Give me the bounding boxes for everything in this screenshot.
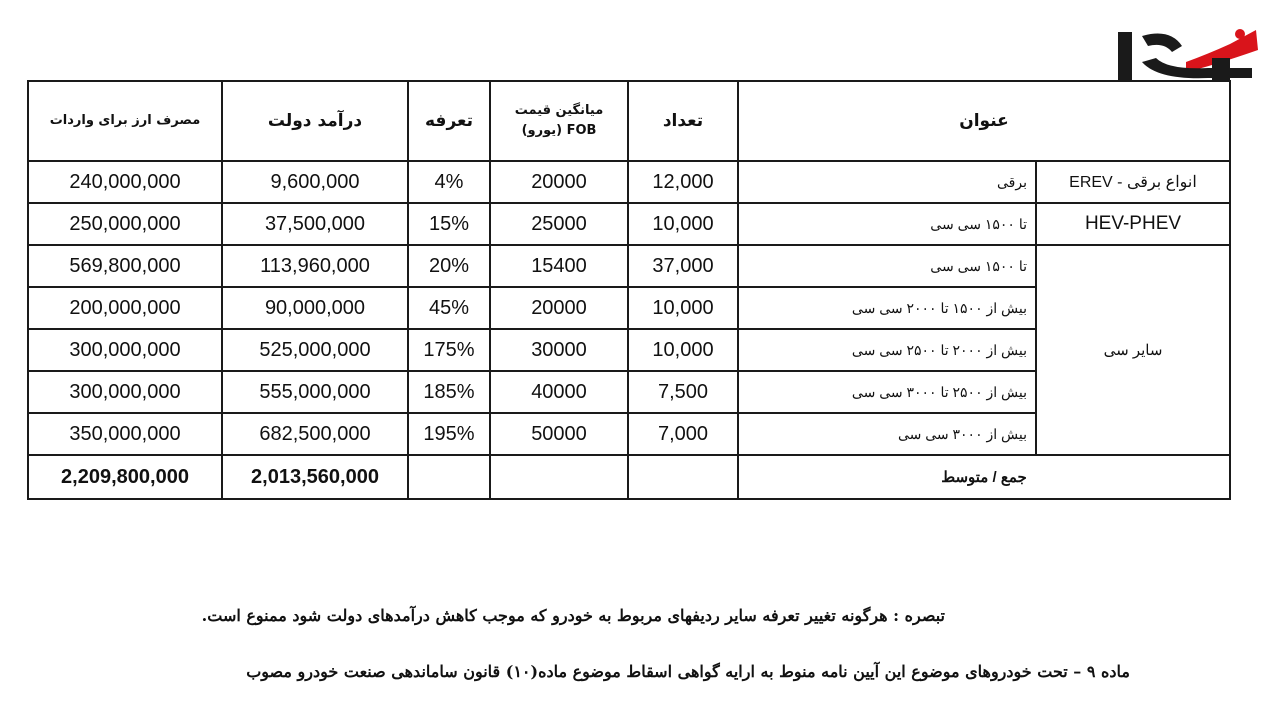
cell-fob: 15400 xyxy=(490,245,628,287)
cell-fx: 240,000,000 xyxy=(28,161,222,203)
header-avg-fob: میانگین قیمت FOB (یورو) xyxy=(490,81,628,161)
cell-tariff: 195% xyxy=(408,413,490,455)
table-row xyxy=(28,203,1230,245)
cell-fx: 250,000,000 xyxy=(28,203,222,245)
cell-tariff: 185% xyxy=(408,371,490,413)
rokna-logo xyxy=(1112,22,1262,86)
cell-fob: 30000 xyxy=(490,329,628,371)
cell-tariff: 15% xyxy=(408,203,490,245)
header-title: عنوان xyxy=(738,81,1230,161)
table-row xyxy=(28,245,1230,287)
cell-count: 37,000 xyxy=(628,245,738,287)
total-fx: 2,209,800,000 xyxy=(28,455,222,499)
cell-count: 10,000 xyxy=(628,287,738,329)
cell-group-category: سایر سی xyxy=(1036,245,1230,455)
cell-revenue: 37,500,000 xyxy=(222,203,408,245)
cell-revenue: 113,960,000 xyxy=(222,245,408,287)
total-count-empty xyxy=(628,455,738,499)
cell-fx: 300,000,000 xyxy=(28,329,222,371)
cell-subtitle: برقی xyxy=(738,161,1036,203)
cell-fob: 50000 xyxy=(490,413,628,455)
cell-fx: 200,000,000 xyxy=(28,287,222,329)
total-label: جمع / متوسط xyxy=(738,455,1230,499)
total-tariff-empty xyxy=(408,455,490,499)
cell-subtitle: تا ۱۵۰۰ سی سی xyxy=(738,245,1036,287)
header-row xyxy=(28,81,1230,161)
cell-fob: 40000 xyxy=(490,371,628,413)
cell-count: 12,000 xyxy=(628,161,738,203)
cell-count: 10,000 xyxy=(628,329,738,371)
cell-revenue: 525,000,000 xyxy=(222,329,408,371)
cell-fob: 20000 xyxy=(490,161,628,203)
total-fob-empty xyxy=(490,455,628,499)
cell-revenue: 90,000,000 xyxy=(222,287,408,329)
cell-revenue: 555,000,000 xyxy=(222,371,408,413)
cell-tariff: 175% xyxy=(408,329,490,371)
cell-revenue: 682,500,000 xyxy=(222,413,408,455)
header-gov-revenue: درآمد دولت xyxy=(222,81,408,161)
cell-tariff: 20% xyxy=(408,245,490,287)
cell-count: 10,000 xyxy=(628,203,738,245)
cell-fx: 300,000,000 xyxy=(28,371,222,413)
cell-fx: 350,000,000 xyxy=(28,413,222,455)
cell-count: 7,000 xyxy=(628,413,738,455)
header-tariff: تعرفه xyxy=(408,81,490,161)
cell-tariff: 4% xyxy=(408,161,490,203)
article-paragraph: ماده ۹ – تحت خودروهای موضوع این آیین نامه منوط به ارایه گواهی اسقاط موضوع ماده(۱۰) قانون ساماندهی صنعت خودرو مصوب xyxy=(246,662,1130,681)
cell-subtitle: بیش از ۱۵۰۰ تا ۲۰۰۰ سی سی xyxy=(738,287,1036,329)
note-paragraph: تبصره : هرگونه تغییر تعرفه سایر ردیفهای مربوط به خودرو که موجب کاهش درآمدهای دولت شود ممنوع است. xyxy=(201,606,945,625)
header-count: تعداد xyxy=(628,81,738,161)
cell-subtitle: تا ۱۵۰۰ سی سی xyxy=(738,203,1036,245)
cell-tariff: 45% xyxy=(408,287,490,329)
cell-category: HEV-PHEV xyxy=(1036,203,1230,245)
table-row xyxy=(28,161,1230,203)
cell-revenue: 9,600,000 xyxy=(222,161,408,203)
tariff-table xyxy=(27,80,1231,500)
header-fx-import: مصرف ارز برای واردات xyxy=(28,81,222,161)
cell-fx: 569,800,000 xyxy=(28,245,222,287)
total-row xyxy=(28,455,1230,499)
cell-subtitle: بیش از ۲۵۰۰ تا ۳۰۰۰ سی سی xyxy=(738,371,1036,413)
cell-subtitle: بیش از ۳۰۰۰ سی سی xyxy=(738,413,1036,455)
cell-count: 7,500 xyxy=(628,371,738,413)
cell-category: انواع برقی - EREV xyxy=(1036,161,1230,203)
cell-subtitle: بیش از ۲۰۰۰ تا ۲۵۰۰ سی سی xyxy=(738,329,1036,371)
total-revenue: 2,013,560,000 xyxy=(222,455,408,499)
cell-fob: 25000 xyxy=(490,203,628,245)
cell-fob: 20000 xyxy=(490,287,628,329)
